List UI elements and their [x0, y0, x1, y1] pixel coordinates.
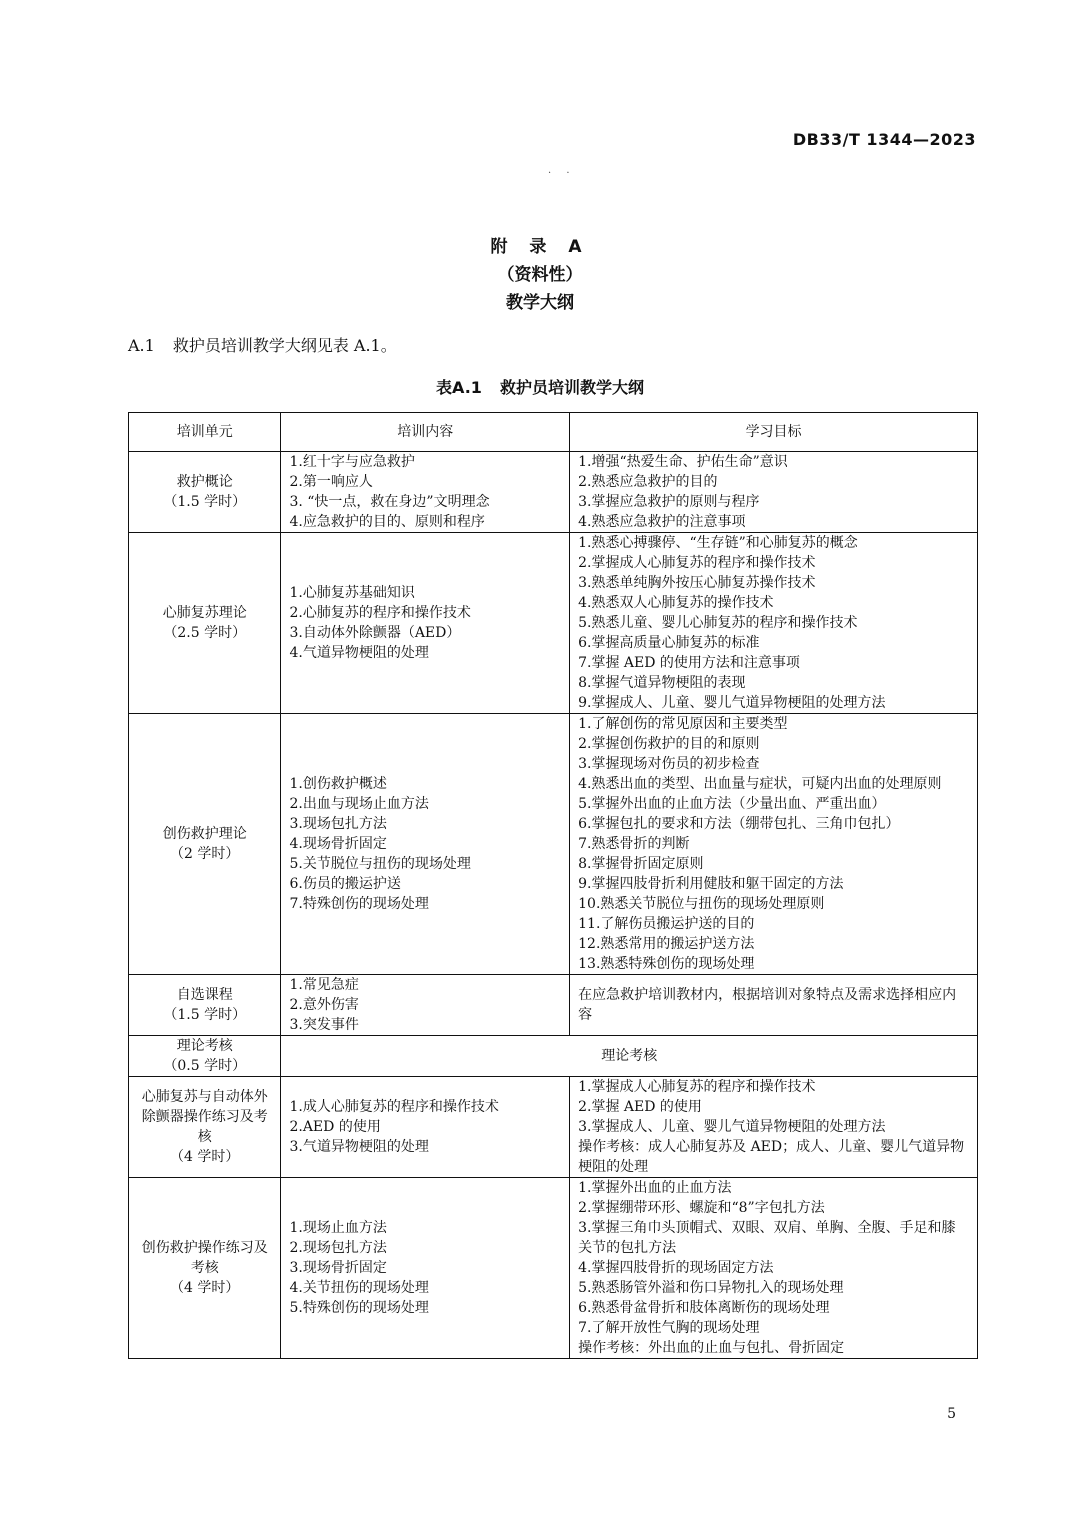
content-item: 2.意外伤害 [289, 997, 359, 1013]
training-unit-name: 自选课程 [176, 987, 233, 1003]
content-item: 3.气道异物梗阻的处理 [289, 1139, 429, 1155]
table-body [129, 452, 978, 1359]
content-item: 1.红十字与应急救护 [289, 454, 415, 470]
training-unit-cell [129, 1036, 281, 1077]
goal-item: 12.熟悉常用的搬运护送方法 [578, 936, 755, 952]
goal-item: 6.熟悉骨盆骨折和肢体离断伤的现场处理 [578, 1300, 830, 1316]
goal-item: 4.掌握四肢骨折的现场固定方法 [578, 1260, 774, 1276]
goal-item: 1.增强“热爱生命、护佑生命”意识 [578, 454, 788, 470]
goal-item: 8.掌握气道异物梗阻的表现 [578, 675, 746, 691]
training-unit-name: 救护概论 [176, 474, 233, 490]
goal-item: 5.熟悉儿童、婴儿心肺复苏的程序和操作技术 [578, 615, 858, 631]
training-unit-cell [129, 533, 281, 714]
appendix-title: 附 录 A [490, 237, 590, 257]
table-row [129, 452, 978, 533]
training-content-cell [281, 1077, 570, 1178]
content-item: 4.现场骨折固定 [289, 836, 387, 852]
content-item: 1.现场止血方法 [289, 1220, 387, 1236]
goal-item: 2.掌握创伤救护的目的和原则 [578, 736, 760, 752]
table-row [129, 1178, 978, 1359]
content-item: 3.自动体外除颤器（AED） [289, 625, 461, 641]
training-content-cell [281, 1178, 570, 1359]
training-content-cell [281, 975, 570, 1036]
goal-item: 1.掌握成人心肺复苏的程序和操作技术 [578, 1079, 816, 1095]
intro-paragraph [128, 333, 397, 356]
standard-code: DB33/T 1344—2023 [792, 130, 976, 149]
table-caption-title: 救护员培训教学大纲 [499, 378, 644, 397]
goal-item: 3.掌握应急救护的原则与程序 [578, 494, 760, 510]
goal-item: 3.掌握三角巾头顶帽式、双眼、双肩、单胸、全腹、手足和膝关节的包扎方法 [578, 1220, 956, 1256]
goal-item: 8.掌握骨折固定原则 [578, 856, 704, 872]
goal-item: 操作考核：成人心肺复苏及 AED；成人、儿童、婴儿气道异物梗阻的处理 [578, 1139, 965, 1175]
training-content-cell [281, 452, 570, 533]
content-item: 1.心肺复苏基础知识 [289, 585, 415, 601]
goal-item: 7.掌握 AED 的使用方法和注意事项 [578, 655, 800, 671]
goal-item: 在应急救护培训教材内，根据培训对象特点及需求选择相应内容 [578, 987, 957, 1023]
goal-item: 5.熟悉肠管外溢和伤口异物扎入的现场处理 [578, 1280, 844, 1296]
training-unit-name: 创伤救护理论 [162, 826, 247, 842]
content-item: 7.特殊创伤的现场处理 [289, 896, 429, 912]
header-goal: 学习目标 [570, 413, 978, 452]
goal-item: 3.掌握成人、儿童、婴儿气道异物梗阻的处理方法 [578, 1119, 886, 1135]
training-unit-cell [129, 1178, 281, 1359]
content-item: 4.气道异物梗阻的处理 [289, 645, 429, 661]
learning-goal-cell [570, 714, 978, 975]
training-unit-hours: （4 学时） [170, 1280, 240, 1296]
content-item: 4.关节扭伤的现场处理 [289, 1280, 429, 1296]
training-unit-name: 心肺复苏与自动体外除颤器操作练习及考核 [141, 1089, 268, 1145]
table-row [129, 975, 978, 1036]
table-row [129, 1077, 978, 1178]
goal-item: 9.掌握成人、儿童、婴儿气道异物梗阻的处理方法 [578, 695, 886, 711]
goal-item: 6.掌握包扎的要求和方法（绷带包扎、三角巾包扎） [578, 816, 900, 832]
learning-goal-cell [570, 533, 978, 714]
goal-item: 2.掌握成人心肺复苏的程序和操作技术 [578, 555, 816, 571]
table-row [129, 714, 978, 975]
goal-item: 1.掌握外出血的止血方法 [578, 1180, 732, 1196]
training-unit-cell [129, 452, 281, 533]
goal-item: 2.掌握 AED 的使用 [578, 1099, 702, 1115]
training-unit-name: 理论考核 [176, 1038, 233, 1054]
training-unit-hours: （4 学时） [170, 1149, 240, 1165]
content-item: 2.第一响应人 [289, 474, 373, 490]
goal-item: 3.熟悉单纯胸外按压心肺复苏操作技术 [578, 575, 816, 591]
table-header-row [129, 413, 978, 452]
content-item: 5.特殊创伤的现场处理 [289, 1300, 429, 1316]
learning-goal-cell [570, 1178, 978, 1359]
goal-item: 1.了解创伤的常见原因和主要类型 [578, 716, 788, 732]
content-item: 6.伤员的搬运护送 [289, 876, 401, 892]
training-content-cell [281, 714, 570, 975]
training-unit-hours: （2 学时） [170, 846, 240, 862]
goal-item: 7.熟悉骨折的判断 [578, 836, 690, 852]
goal-item: 10.熟悉关节脱位与扭伤的现场处理原则 [578, 896, 825, 912]
training-unit-name: 创伤救护操作练习及考核 [141, 1240, 268, 1276]
content-item: 1.成人心肺复苏的程序和操作技术 [289, 1099, 499, 1115]
content-item: 3.现场骨折固定 [289, 1260, 387, 1276]
training-unit-cell [129, 1077, 281, 1178]
appendix-name: 教学大纲 [506, 293, 574, 313]
goal-item: 2.掌握绷带环形、螺旋和“8”字包扎方法 [578, 1200, 825, 1216]
table-row [129, 1036, 978, 1077]
table-caption [0, 375, 1080, 398]
header-unit: 培训单元 [129, 413, 281, 452]
training-unit-hours: （2.5 学时） [163, 625, 247, 641]
learning-goal-cell [570, 1077, 978, 1178]
appendix-type: （资料性） [497, 265, 583, 285]
content-item: 3.现场包扎方法 [289, 816, 387, 832]
training-unit-cell [129, 975, 281, 1036]
content-item: 2.出血与现场止血方法 [289, 796, 429, 812]
content-item: 2.现场包扎方法 [289, 1240, 387, 1256]
syllabus-table [128, 412, 978, 1359]
goal-item: 1.熟悉心搏骤停、“生存链”和心肺复苏的概念 [578, 535, 858, 551]
goal-item: 3.掌握现场对伤员的初步检查 [578, 756, 760, 772]
training-unit-name: 心肺复苏理论 [162, 605, 247, 621]
goal-item: 4.熟悉出血的类型、出血量与症状，可疑内出血的处理原则 [578, 776, 942, 792]
content-item: 5.关节脱位与扭伤的现场处理 [289, 856, 471, 872]
training-unit-hours: （1.5 学时） [163, 494, 247, 510]
goal-item: 11.了解伤员搬运护送的目的 [578, 916, 755, 932]
goal-item: 2.熟悉应急救护的目的 [578, 474, 718, 490]
goal-item: 操作考核：外出血的止血与包扎、骨折固定 [578, 1340, 845, 1356]
content-item: 1.常见急症 [289, 977, 359, 993]
goal-item: 9.掌握四肢骨折利用健肢和躯干固定的方法 [578, 876, 844, 892]
goal-item: 7.了解开放性气胸的现场处理 [578, 1320, 760, 1336]
learning-goal-cell [570, 975, 978, 1036]
training-unit-cell [129, 714, 281, 975]
goal-item: 4.熟悉应急救护的注意事项 [578, 514, 746, 530]
content-item: 2.AED 的使用 [289, 1119, 381, 1135]
learning-goal-cell [570, 452, 978, 533]
page-number: 5 [947, 1406, 956, 1422]
goal-item: 6.掌握高质量心肺复苏的标准 [578, 635, 760, 651]
content-item: 3. “快一点，救在身边”文明理念 [289, 494, 490, 510]
content-item: 1.创伤救护概述 [289, 776, 387, 792]
goal-item: 4.熟悉双人心肺复苏的操作技术 [578, 595, 774, 611]
table-caption-number: 表A.1 [436, 378, 482, 397]
training-content-cell [281, 533, 570, 714]
training-unit-hours: （0.5 学时） [163, 1058, 247, 1074]
content-item: 2.心肺复苏的程序和操作技术 [289, 605, 471, 621]
content-item: 3.突发事件 [289, 1017, 359, 1033]
content-item: 4.应急救护的目的、原则和程序 [289, 514, 485, 530]
table-row [129, 533, 978, 714]
goal-item: 13.熟悉特殊创伤的现场处理 [578, 956, 755, 972]
header-content: 培训内容 [281, 413, 570, 452]
intro-text: 救护员培训教学大纲见表 A.1。 [172, 336, 397, 355]
merged-cell: 理论考核 [281, 1036, 978, 1077]
intro-number: A.1 [128, 336, 155, 355]
training-unit-hours: （1.5 学时） [163, 1007, 247, 1023]
goal-item: 5.掌握外出血的止血方法（少量出血、严重出血） [578, 796, 886, 812]
header-dots: · · [548, 168, 576, 179]
